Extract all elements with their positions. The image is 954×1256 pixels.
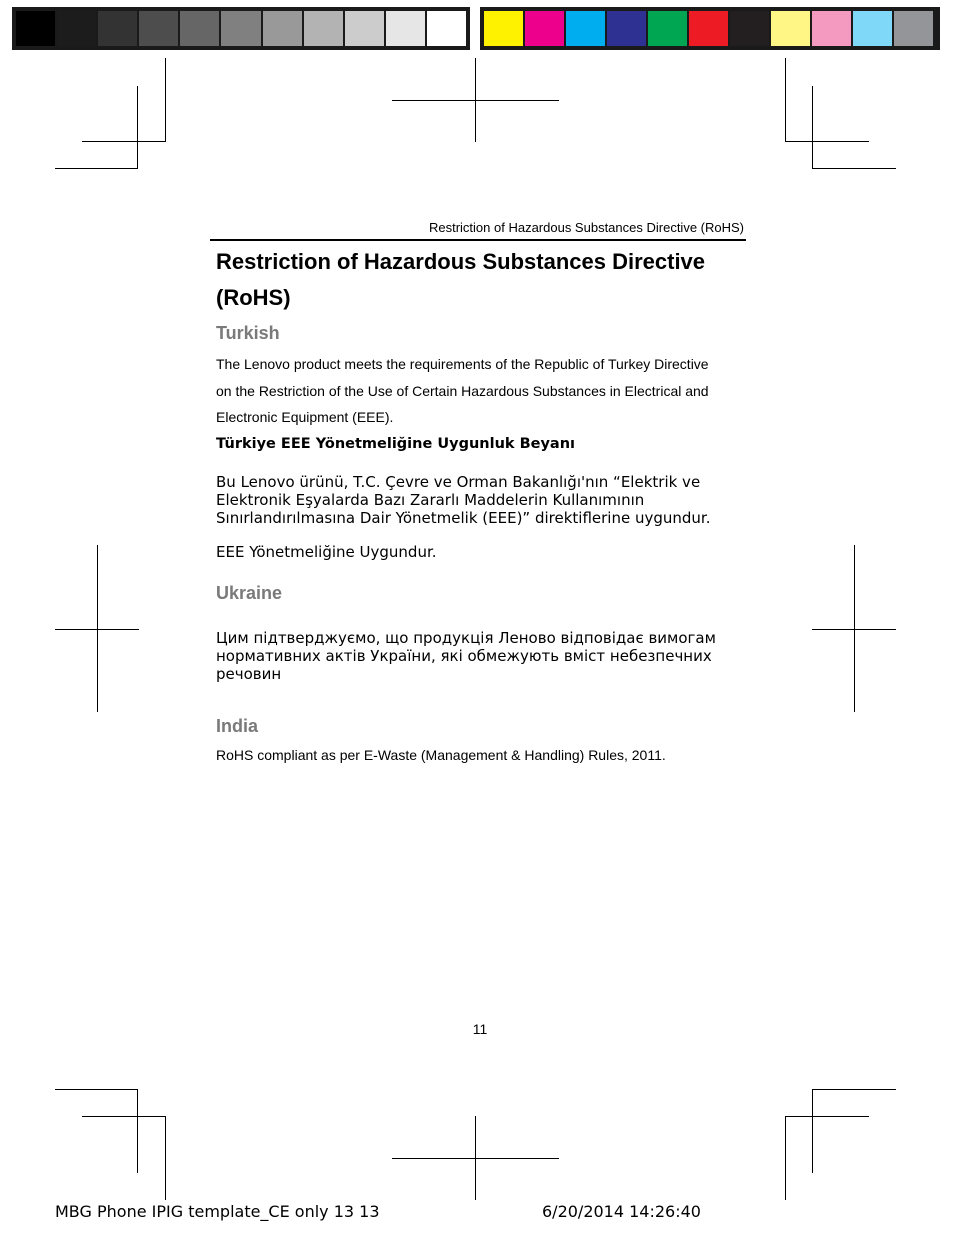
- gray-swatch: [221, 11, 260, 46]
- gray-swatch: [304, 11, 343, 46]
- slug-timestamp: 6/20/2014 14:26:40: [542, 1202, 701, 1221]
- crop-mark: [137, 1089, 138, 1173]
- gray-swatch: [16, 11, 55, 46]
- turkish-declaration-title: Türkiye EEE Yönetmeliğine Uygunluk Beyanı: [216, 436, 576, 452]
- ukraine-line: Цим підтверджуємо, що продукція Леново відповідає вимогам: [216, 629, 716, 647]
- slug-filename: MBG Phone IPIG template_CE only 13 13: [55, 1202, 380, 1221]
- crop-mark: [82, 1116, 165, 1117]
- color-swatch: [771, 11, 810, 46]
- declaration-line: Elektronik Eşyalarda Bazı Zararlı Maddelerin Kullanımının: [216, 491, 645, 509]
- page-number: 11: [472, 1021, 488, 1037]
- crop-mark: [812, 168, 896, 169]
- section-heading-turkish: Turkish: [216, 323, 280, 343]
- color-swatch: [607, 11, 646, 46]
- crop-mark: [82, 141, 165, 142]
- crop-mark: [165, 1116, 166, 1200]
- color-swatch: [689, 11, 728, 46]
- page-title-line-2: (RoHS): [216, 285, 291, 310]
- india-paragraph: RoHS compliant as per E-Waste (Management & Handling) Rules, 2011.: [216, 747, 666, 763]
- color-swatch: [484, 11, 523, 46]
- gray-swatch: [386, 11, 425, 46]
- color-calibration-bar: [480, 7, 940, 50]
- registration-mark: [392, 1158, 559, 1159]
- gray-swatch: [139, 11, 178, 46]
- color-swatch: [566, 11, 605, 46]
- crop-mark: [812, 1089, 896, 1090]
- color-swatch: [525, 11, 564, 46]
- section-heading-ukraine: Ukraine: [216, 583, 283, 603]
- crop-mark: [785, 141, 869, 142]
- crop-mark: [165, 58, 166, 142]
- declaration-line: Sınırlandırılmasına Dair Yönetmelik (EEE)” direktiflerine uygundur.: [216, 509, 711, 527]
- ukraine-line: нормативних актів України, які обмежують вміст небезпечних: [216, 647, 712, 665]
- gray-swatch: [98, 11, 137, 46]
- color-swatch: [730, 11, 769, 46]
- turkish-paragraph: [216, 351, 746, 431]
- page-title: [216, 244, 756, 316]
- color-swatch: [812, 11, 851, 46]
- crop-mark: [812, 1089, 813, 1173]
- section-heading-india: India: [216, 716, 259, 736]
- crop-mark: [55, 168, 138, 169]
- declaration-line: Bu Lenovo ürünü, T.C. Çevre ve Orman Bakanlığı'nın “Elektrik ve: [216, 473, 701, 491]
- registration-mark: [812, 629, 896, 630]
- crop-mark: [785, 1116, 786, 1200]
- registration-mark: [392, 100, 559, 101]
- crop-mark: [137, 86, 138, 168]
- grayscale-calibration-bar: [12, 7, 470, 50]
- gray-swatch: [57, 11, 96, 46]
- turkish-declaration-text: [216, 473, 756, 527]
- color-swatch: [853, 11, 892, 46]
- crop-mark: [812, 86, 813, 168]
- ukraine-paragraph: [216, 629, 726, 683]
- color-swatch: [648, 11, 687, 46]
- gray-swatch: [427, 11, 466, 46]
- turkish-line: Electronic Equipment (EEE).: [216, 409, 394, 425]
- registration-mark: [55, 629, 139, 630]
- ukraine-line: речовин: [216, 665, 282, 683]
- crop-mark: [785, 1116, 869, 1117]
- crop-mark: [785, 58, 786, 142]
- page-title-line-1: Restriction of Hazardous Substances Directive: [216, 249, 706, 274]
- color-swatch: [894, 11, 933, 46]
- gray-swatch: [345, 11, 384, 46]
- gray-swatch: [180, 11, 219, 46]
- gray-swatch: [263, 11, 302, 46]
- running-head: Restriction of Hazardous Substances Directive (RoHS): [428, 220, 744, 235]
- header-rule: [210, 239, 746, 241]
- turkish-line: The Lenovo product meets the requirements of the Republic of Turkey Directive: [216, 356, 709, 372]
- turkish-compliance-statement: EEE Yönetmeliğine Uygundur.: [216, 543, 437, 561]
- turkish-line: on the Restriction of the Use of Certain Hazardous Substances in Electrical and: [216, 382, 709, 399]
- crop-mark: [55, 1089, 138, 1090]
